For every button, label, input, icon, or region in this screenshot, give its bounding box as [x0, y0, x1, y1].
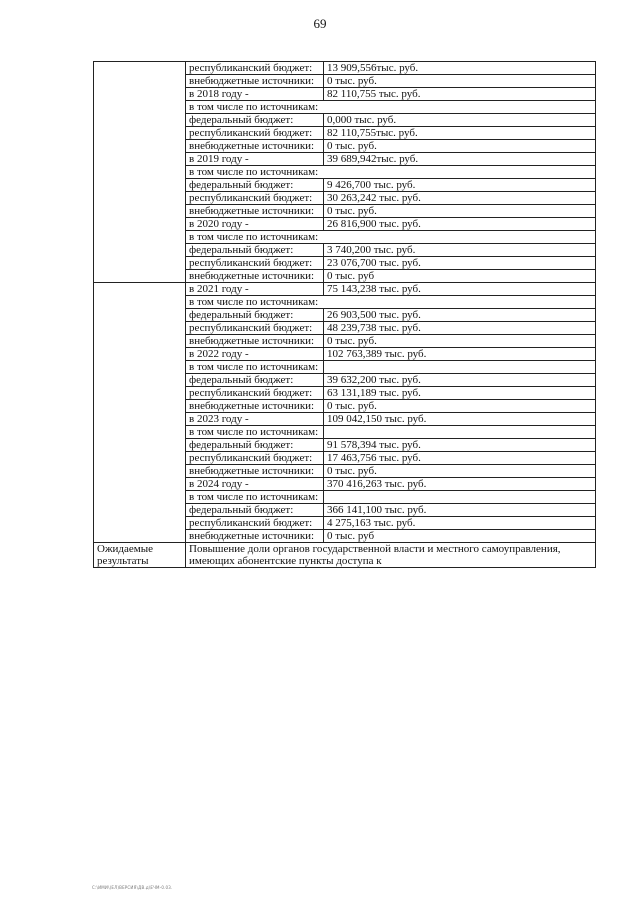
amount-cell: 26 903,500 тыс. руб. — [324, 309, 596, 322]
amount-cell: 26 816,900 тыс. руб. — [324, 218, 596, 231]
subheading-cell: в том числе по источникам: — [186, 101, 596, 114]
table-row — [94, 283, 596, 296]
source-label-cell: республиканский бюджет: — [186, 127, 324, 140]
funding-table — [93, 61, 596, 568]
source-label-cell: внебюджетные источники: — [186, 400, 324, 413]
source-label-cell: в том числе по источникам: — [186, 426, 324, 439]
amount-cell — [324, 491, 596, 504]
amount-cell: 0 тыс. руб — [324, 270, 596, 283]
table-row — [94, 62, 596, 75]
source-label-cell: в 2018 году - — [186, 88, 324, 101]
amount-cell — [324, 426, 596, 439]
amount-cell — [324, 361, 596, 374]
source-label-cell: в 2024 году - — [186, 478, 324, 491]
subheading-cell: в том числе по источникам: — [186, 231, 596, 244]
amount-cell: 4 275,163 тыс. руб. — [324, 517, 596, 530]
source-label-cell: федеральный бюджет: — [186, 114, 324, 127]
source-label-cell: в 2021 году - — [186, 283, 324, 296]
amount-cell: 0 тыс. руб. — [324, 335, 596, 348]
amount-cell: 9 426,700 тыс. руб. — [324, 179, 596, 192]
page-number: 69 — [313, 16, 327, 31]
source-label-cell: федеральный бюджет: — [186, 309, 324, 322]
source-label-cell: республиканский бюджет: — [186, 322, 324, 335]
amount-cell: 23 076,700 тыс. руб. — [324, 257, 596, 270]
amount-cell: 102 763,389 тыс. руб. — [324, 348, 596, 361]
source-label-cell: внебюджетные источники: — [186, 530, 324, 543]
subheading-cell: в том числе по источникам: — [186, 166, 596, 179]
section-label-cell — [94, 62, 186, 283]
source-label-cell: федеральный бюджет: — [186, 244, 324, 257]
amount-cell: 13 909,556тыс. руб. — [324, 62, 596, 75]
expected-results-row — [94, 543, 596, 568]
source-label-cell: республиканский бюджет: — [186, 257, 324, 270]
source-label-cell: в 2019 году - — [186, 153, 324, 166]
amount-cell: 0 тыс. руб. — [324, 140, 596, 153]
source-label-cell: в том числе по источникам: — [186, 361, 324, 374]
source-label-cell: республиканский бюджет: — [186, 452, 324, 465]
source-label-cell: в 2022 году - — [186, 348, 324, 361]
source-label-cell: федеральный бюджет: — [186, 504, 324, 517]
source-label-cell: внебюджетные источники: — [186, 140, 324, 153]
source-label-cell: республиканский бюджет: — [186, 517, 324, 530]
source-label-cell: внебюджетные источники: — [186, 465, 324, 478]
source-label-cell: внебюджетные источники: — [186, 75, 324, 88]
amount-cell: 39 689,942тыс. руб. — [324, 153, 596, 166]
amount-cell: 17 463,756 тыс. руб. — [324, 452, 596, 465]
amount-cell: 75 143,238 тыс. руб. — [324, 283, 596, 296]
source-label-cell: федеральный бюджет: — [186, 374, 324, 387]
amount-cell: 0 тыс. руб. — [324, 400, 596, 413]
source-label-cell: в 2020 году - — [186, 218, 324, 231]
source-label-cell: федеральный бюджет: — [186, 179, 324, 192]
source-label-cell: республиканский бюджет: — [186, 387, 324, 400]
section-label-cell — [94, 283, 186, 543]
amount-cell: 0 тыс. руб. — [324, 205, 596, 218]
amount-cell: 82 110,755тыс. руб. — [324, 127, 596, 140]
amount-cell: 82 110,755 тыс. руб. — [324, 88, 596, 101]
expected-results-text: Повышение доли органов государственной власти и местного самоуправления, имеющих абонентские пункты доступа к — [186, 543, 596, 568]
amount-cell: 63 131,189 тыс. руб. — [324, 387, 596, 400]
source-label-cell: внебюджетные источники: — [186, 335, 324, 348]
amount-cell: 0,000 тыс. руб. — [324, 114, 596, 127]
amount-cell: 0 тыс. руб. — [324, 75, 596, 88]
amount-cell: 0 тыс. руб — [324, 530, 596, 543]
footer-path: С:\ИМИ\(ЕЛ)ВЕРСИЯ\ДВ.д\ЕЧМ-0.03. — [92, 885, 173, 890]
amount-cell: 109 042,150 тыс. руб. — [324, 413, 596, 426]
source-label-cell: федеральный бюджет: — [186, 439, 324, 452]
source-label-cell: внебюджетные источники: — [186, 205, 324, 218]
source-label-cell: республиканский бюджет: — [186, 192, 324, 205]
source-label-cell: в том числе по источникам: — [186, 491, 324, 504]
amount-cell: 48 239,738 тыс. руб. — [324, 322, 596, 335]
source-label-cell: республиканский бюджет: — [186, 62, 324, 75]
expected-results-label: Ожидаемые результаты — [94, 543, 186, 568]
amount-cell: 370 416,263 тыс. руб. — [324, 478, 596, 491]
amount-cell: 0 тыс. руб. — [324, 465, 596, 478]
amount-cell: 30 263,242 тыс. руб. — [324, 192, 596, 205]
subheading-cell: в том числе по источникам: — [186, 296, 596, 309]
source-label-cell: в 2023 году - — [186, 413, 324, 426]
amount-cell: 39 632,200 тыс. руб. — [324, 374, 596, 387]
amount-cell: 91 578,394 тыс. руб. — [324, 439, 596, 452]
source-label-cell: внебюджетные источники: — [186, 270, 324, 283]
amount-cell: 366 141,100 тыс. руб. — [324, 504, 596, 517]
amount-cell: 3 740,200 тыс. руб. — [324, 244, 596, 257]
